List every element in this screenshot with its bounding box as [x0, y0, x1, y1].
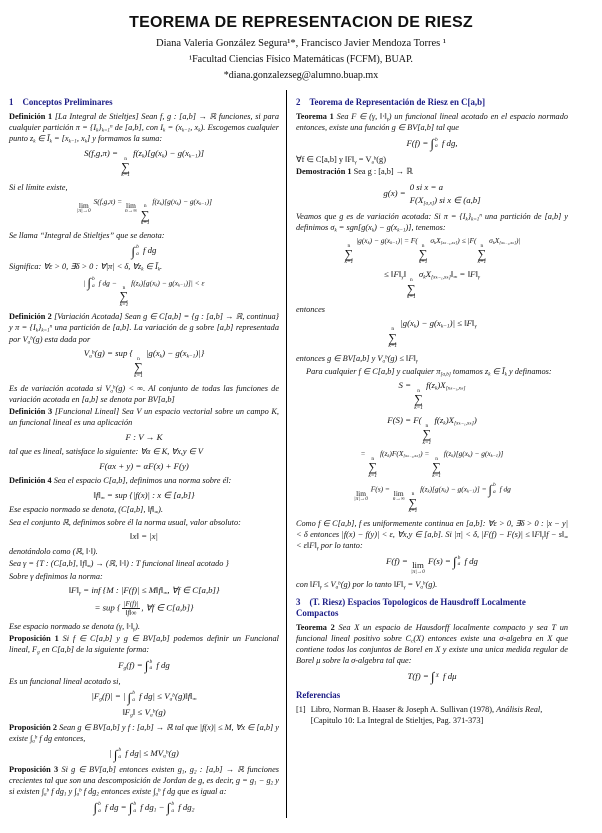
section-heading: 3 (T. Riesz) Espacios Topologicos de Hausdroff Localmente Compactos	[296, 597, 526, 619]
right-column	[286, 90, 572, 818]
paragraph: Definición 1 [La Integral de Stieltjes] Sean f, g : [a,b] → ℝ funciones, si para cualquier partición $\pi = \{I_k\}_{k=1}^n$ de [a,b], con $I_k = (x_{k-1}$, $x_k$). Escogemos cualquier punto $z_k$ ∈ $Ī_k = [x_{k-1}$, $x_k$] y formamos la suma:	[9, 112, 280, 145]
paragraph: Es un funcional lineal acotado si,	[9, 676, 121, 686]
paragraph: Ese espacio normado se denota (γ, $‖\cdot‖_\gamma$).	[9, 621, 140, 632]
display-formula: $‖F‖_\gamma$ = inf {M : $|F(f)| \le M‖f‖_\infty$, ∀f ∈ C[a,b]}	[68, 585, 220, 597]
limit-operator: lim |π|→0	[354, 488, 368, 503]
paragraph: Definición 4 Sea el espacio C[a,b], definimos una norma sobre él:	[9, 476, 232, 486]
integral-operator: ∫ b a	[166, 800, 175, 816]
two-column-body	[0, 90, 602, 818]
paragraph: denotándolo como (ℝ, ‖·‖).	[9, 546, 98, 556]
paragraph: Si el límite existe,	[9, 183, 68, 193]
paragraph: Como f ∈ C[a,b], f es uniformemente continua en [a,b]: ∀ε > 0, ∃δ > 0 : |x − y| < δ entonces |f(x) − f(y)| < ε, ∀x,y ∈ [a,b]. Si |π| < δ, $|F(f) - F(s)| \le ‖F‖_\gamma‖f$ − $s‖_\infty$ < $\varepsilon‖F‖_\gamma$ por lo tanto:	[296, 518, 568, 552]
integral-operator: ∫ b a	[453, 553, 461, 569]
paragraph-lead: Definición 1	[9, 112, 53, 122]
display-formula: ‖x‖ = |x|	[130, 531, 158, 542]
display-formula: $‖f‖_\infty$ = sup {|f(x)| : x ∈ [a,b]}	[93, 489, 195, 502]
paragraph: Para cualquier f ∈ C[a,b] y cualquier $\pi_{[a,b]}$ tomamos $z_k$ ∈ $Ī_k$ y definamos:	[306, 366, 552, 377]
paragraph-lead: Demostración 1	[296, 167, 352, 177]
paragraph: Definición 3 [Funcional Lineal] Sea V un espacio vectorial sobre un campo K, un funcional lineal es una aplicación	[9, 407, 279, 428]
sum-operator: n ∑ k=1	[406, 277, 416, 300]
display-formula: n ∑ k=1 $|g(x_k) - g(x_{k-1})| = F$( n ∑ k=1 $\sigma_kX_{[x_{k-1},x_k]}) \le |F$( n ∑ k=1 $\sigma_kX_{[x_{k-1},x_k]})|$	[344, 236, 521, 266]
limit-operator: lim n→∞	[125, 200, 137, 215]
paper-header	[0, 0, 602, 81]
sum-operator: n ∑ k=1	[408, 491, 418, 514]
sum-operator: n ∑ k=1	[422, 422, 432, 446]
display-formula: $|F_g(f)|$ = | ∫ b a f $dg| \le V_a^b(g)‖f‖_\infty$	[91, 689, 197, 705]
limit-operator: lim n→∞	[392, 488, 405, 503]
paragraph: con $‖F‖_\gamma \le V_a^b(g)$ por lo tanto $‖F‖_\gamma = V_a^b(g)$.	[296, 580, 438, 591]
paragraph-lead: Proposición 3	[9, 765, 59, 775]
display-formula: | ∫ b a f $dg| \le MV_a^b(g)$	[109, 746, 179, 762]
display-formula: = sup { $\frac{|F(f)|}{‖f‖\infty}$ , ∀f ∈ C[a,b]}	[94, 599, 194, 618]
display-formula: S = n ∑ k=1 $f(z_k)X_{[x_{k-1},x_k]}$	[398, 380, 466, 411]
display-formula: F(f) = lim |π|→0 F(s) = ∫ b a f dg	[386, 553, 478, 576]
paragraph: Sea γ = {T : (C[a,b], $‖f‖_\infty$) → (ℝ, ‖·‖) : T funcional lineal acotado }	[9, 559, 229, 570]
display-formula: $V_a^b(g)$ = sup { n ∑ k=1 $|g(x_k) - g(x_{k-1})|$}	[83, 348, 205, 379]
paragraph: tal que es lineal, satisface lo siguiente: ∀α ∈ K, ∀x,y ∈ V	[9, 447, 203, 457]
paragraph: Demostración 1 Sea g : [a,b] → ℝ	[296, 167, 413, 177]
reference-label: [1]	[296, 705, 306, 715]
paragraph-lead: Definición 3	[9, 407, 53, 417]
integral-operator: ∫ b a	[488, 481, 496, 497]
paper-email: *diana.gonzalezseg@alumno.buap.mx	[223, 70, 379, 81]
paper-affiliation: ¹Facultad Ciencias Físico Matemáticas (FCFM), BUAP.	[189, 54, 413, 65]
integral-operator: ∫ X	[431, 669, 439, 684]
paragraph: Veamos que g es de variación acotada: Si $\pi = \{I_k\}_{k=1}^n$ una partición de [a,b] y definimos $\sigma_k = sgn[g(x_k) - g(x_{k-1})]$, tenemos:	[296, 211, 568, 233]
integral-operator: ∫ b a	[127, 689, 135, 705]
paragraph: Teorema 1 Sea F ∈ (γ, $‖\cdot‖_\gamma$) un funcional lineal acotado en el espacio normado entonces, existe una función g ∈ BV[a,b] tal que	[296, 112, 569, 133]
paper-title: TEOREMA DE REPRESENTACION DE RIESZ	[129, 14, 473, 31]
display-formula: n ∑ k=1 $|g(x_k) - g(x_{k-1})|$ ≤ $‖F‖_\gamma$	[388, 318, 477, 350]
sum-operator: n ∑ k=1	[140, 203, 150, 227]
paragraph: Teorema 2 Sea X un espacio de Hausdorff localmente compacto y sea T un funcional lineal positivo sobre $C_c(X)$ entonces existe una σ-algebra en X que contiene todos los conjuntos de Borel en X y existe una unica medida regular de Borel μ sobre la σ-algebra tal que:	[296, 623, 569, 666]
display-formula: ≤ $‖F‖_\gamma‖$ n ∑ k=1 $\sigma_kX_{[x_{k-1},x_k]}‖_\infty$ = $‖F‖_\gamma$	[383, 269, 481, 300]
display-formula: F(αx + y) = αF(x) + F(y)	[99, 460, 189, 471]
sum-operator: n ∑ k=1	[344, 242, 354, 266]
paragraph-lead: Proposición 1	[9, 634, 59, 644]
display-formula: ∫ b a f dg	[131, 243, 157, 259]
sum-operator: n ∑ k=1	[119, 284, 129, 308]
reference-item	[296, 704, 568, 726]
display-formula: F(S) = F( n ∑ k=1 $f(z_k)X_{[x_{k-1},x_k]}$)	[387, 414, 477, 446]
limit-operator: lim |π|→0	[411, 560, 425, 576]
section-heading: 2 Teorema de Representación de Riesz en C[a,b]	[296, 97, 486, 107]
paragraph: ∀f ∈ C[a,b] y $‖F‖_\gamma = V_a^b(g)$	[296, 154, 386, 165]
fraction: $\frac{|F(f)|}{‖f‖\infty}$	[123, 599, 139, 618]
display-formula: lim |π|→0 F(s) = lim n→∞ n ∑ k=1 $f(z_k)[g(x_k) - g(x_{k-1})]$ = ∫ b a f dg	[354, 481, 511, 514]
sum-operator: n ∑ k=1	[121, 155, 130, 179]
paragraph: Ese espacio normado se denota, (C[a,b], $‖f‖_\infty$).	[9, 505, 163, 516]
display-formula: F(f) = ∫ b a f dg,	[406, 135, 458, 151]
sum-operator: n ∑ k=1	[134, 355, 143, 379]
paragraph: Proposición 3 Si g ∈ BV[a,b] entonces existen $g_1$, $g_2$ : [a,b] → ℝ funciones crecientes tal que son una descomposición de Jordan de g, es decir, $g = g_1 - g_2$ y si existen $\int_a^b$ f $dg_1$ y $\int_a^b$ f $dg_2$ entonces existe $\int_a^b$ f dg que es igual a:	[9, 765, 279, 798]
display-formula: $‖F_g‖ \le V_a^b(g)$	[122, 707, 166, 719]
paragraph-lead: Teorema 2	[296, 623, 335, 633]
limit-operator: lim |π|→0	[76, 200, 91, 215]
sum-operator: n ∑ k=1	[368, 455, 378, 479]
display-formula: F : V → K	[125, 431, 163, 442]
display-formula-cases: g(x) = 0 si x = a $F(X_{[a,x]})$ si x ∈ (a,b]	[383, 181, 481, 207]
paragraph: entonces	[296, 304, 326, 314]
paragraph-lead: Proposición 2	[9, 722, 58, 732]
paragraph: Significa: ∀ε > 0, ∃δ > 0 : ∀|π| < δ, $\forall z_k$ ∈ $Ī_k$.	[9, 262, 163, 273]
paragraph: Proposición 2 Sean g ∈ BV[a,b] y f : [a,b] → ℝ tal que |f(x)| ≤ M, ∀x ∈ [a,b] y existe $\int_a^b$ f dg entonces,	[9, 722, 279, 745]
left-column	[0, 90, 286, 818]
paragraph-lead: Teorema 1	[296, 112, 334, 122]
integral-operator: ∫ b a	[430, 135, 438, 151]
section-heading: 1 Conceptos Preliminares	[9, 97, 113, 107]
paragraph: entonces g ∈ BV[a,b] y $V_a^b(g)$ ≤ $‖F‖_\gamma$	[296, 354, 418, 365]
display-formula: | ∫ b a f dg − n ∑ k=1 $f(z_k)[g(x_k) - g(x_{k-1})]| < \varepsilon$	[83, 275, 205, 308]
display-formula: $F_g(f)$ = ∫ b a f dg	[118, 657, 170, 673]
paper-authors: Diana Valeria González Segura¹*, Francisco Javier Mendoza Torres ¹	[155, 38, 447, 49]
display-formula: = n ∑ k=1 $f(z_k)F(X_{[x_{k-1},x_k]})$ = n ∑ k=1 $f(z_k)[g(x_k) - g(x_{k-1})]$	[360, 449, 504, 479]
paragraph-lead: Definición 2	[9, 312, 52, 322]
section-heading: Referencias	[296, 690, 341, 700]
paragraph: Sobre γ definimos la norma:	[9, 571, 103, 581]
paragraph-lead: Definición 4	[9, 476, 52, 486]
integral-operator: ∫ b a	[131, 243, 139, 259]
integral-operator: ∫ b a	[87, 275, 95, 291]
sum-operator: n ∑ k=1	[418, 242, 428, 266]
integral-operator: ∫ b a	[113, 746, 122, 762]
paragraph: Se llama “Integral de Stieltjes” que se denota:	[9, 230, 165, 240]
sum-operator: n ∑ k=1	[432, 455, 441, 479]
display-formula: S(f,g,π) = n ∑ k=1 $f(z_k)[g(x_k) - g(x_{k-1})]$	[83, 147, 205, 179]
sum-operator: n ∑ k=1	[388, 326, 398, 350]
display-formula: T(f) = ∫ X f dμ	[407, 669, 457, 684]
sum-operator: n ∑ k=1	[414, 388, 423, 411]
paragraph: Sea el conjunto ℝ, definimos sobre él la norma usual, valor absoluto:	[9, 517, 241, 527]
paragraph: Proposición 1 Si f ∈ C[a,b] y g ∈ BV[a,b] podemos definir un Funcional lineal, $F_g$ en C[a,b] de la siguiente forma:	[9, 634, 279, 656]
display-formula: lim |π|→0 S(f,g,π) = lim n→∞ n ∑ k=1 $f(z_k)[g(x_k) - g(x_{k-1})]$	[76, 196, 213, 227]
sum-operator: n ∑ k=1	[477, 242, 487, 266]
paragraph: Definición 2 [Variación Acotada] Sean g ∈ C[a,b] = {g : [a,b] → ℝ, continua} y $\pi = \{I_k\}_{k=1}^n$ una partición de [a,b]. La variación de g sobre [a,b] representada por $V_a^b(g)$ esta dada por	[9, 312, 280, 345]
display-formula: ∫ b a f dg = ∫ b a f $dg_1$ − ∫ b a f $dg_2$	[93, 800, 195, 816]
integral-operator: ∫ b a	[93, 800, 101, 816]
reference-text: Libro, Norman B. Haaser & Joseph A. Sullivan (1978), Análisis Real, [Capitulo 10: La Integral de Stieltjes, Pag. 371-373]	[310, 705, 543, 726]
paragraph: Es de variación acotada si $V_a^b(g)$ < ∞. Al conjunto de todas las funciones de variación acotada en [a,b] se denota por BV[a,b]	[9, 383, 279, 404]
integral-operator: ∫ b a	[144, 657, 153, 673]
integral-operator: ∫ b a	[128, 800, 137, 816]
